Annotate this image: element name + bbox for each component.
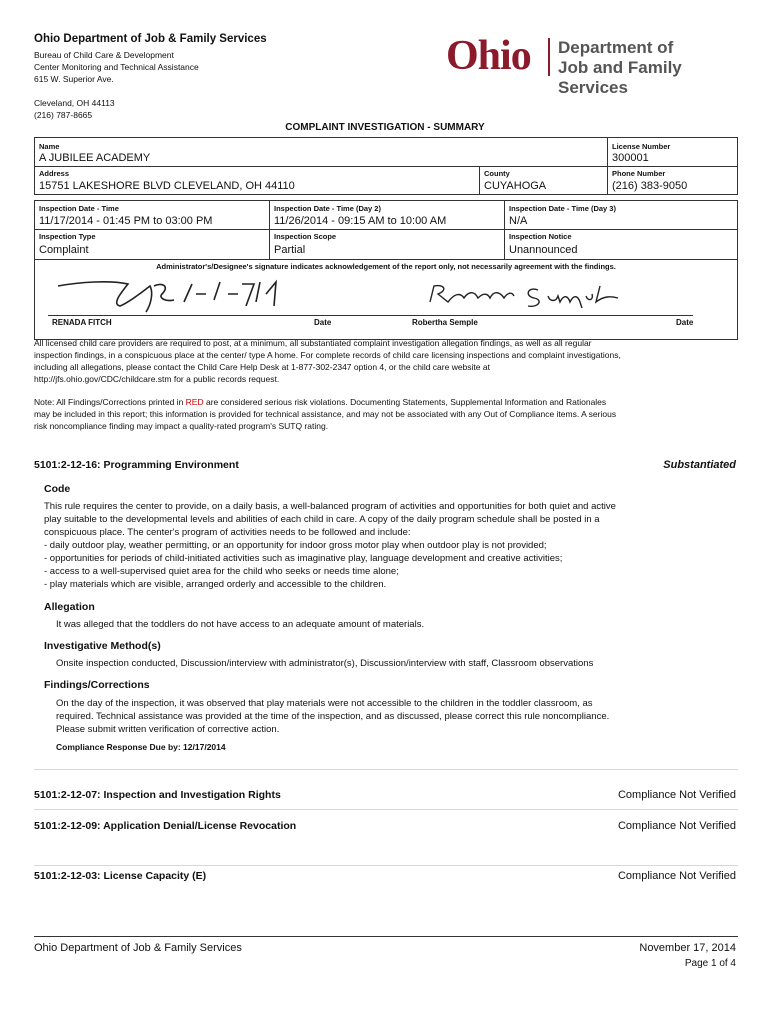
findings-line: required. Technical assistance was provided at the time of the inspection, and as discussed, please correct this rule noncompliance.: [56, 711, 610, 722]
license-number: 300001: [612, 152, 649, 164]
inspector-name: Robertha Semple: [412, 318, 478, 327]
code-line: - play materials which are visible, arranged orderly and accessible to the children.: [44, 579, 387, 590]
rule-status: Compliance Not Verified: [617, 820, 736, 832]
allegation-heading: Allegation: [44, 601, 95, 613]
phone-label: Phone Number: [612, 169, 666, 178]
facility-county: CUYAHOGA: [484, 180, 547, 192]
county-label: County: [484, 169, 510, 178]
section-separator: [34, 769, 738, 770]
logo-dept-line-1: Department of: [558, 38, 674, 57]
method-text: Onsite inspection conducted, Discussion/interview with administrator(s), Discussion/interview with staff, Classroom observations: [56, 658, 594, 669]
inspection-notice: Unannounced: [509, 244, 578, 256]
facility-address: 15751 LAKESHORE BLVD CLEVELAND, OH 44110: [39, 180, 295, 192]
admin-date-label: Date: [314, 318, 332, 327]
posting-requirement-notice: [34, 337, 738, 385]
phone-line: (216) 787-8665: [34, 110, 93, 120]
rule-title: 5101:2-12-07: Inspection and Investigation Rights: [34, 789, 281, 801]
footer-rule: [34, 936, 738, 937]
inspection-day2-label: Inspection Date - Time (Day 2): [274, 204, 381, 213]
code-text: [44, 500, 684, 591]
code-heading: Code: [44, 483, 71, 495]
facility-name: A JUBILEE ACADEMY: [39, 152, 151, 164]
rule-status: Compliance Not Verified: [617, 870, 736, 882]
grid-divider: [504, 201, 505, 259]
inspection-day2: 11/26/2014 - 09:15 AM to 10:00 AM: [274, 215, 447, 227]
notice-line: All licensed child care providers are required to post, at a minimum, all substantiated complaint investigation allegation findings, as well as all regular: [34, 338, 592, 348]
facility-phone: (216) 383-9050: [612, 180, 688, 192]
street-line: 615 W. Superior Ave.: [34, 74, 114, 84]
findings-text: [56, 697, 696, 736]
page-number: Page 1 of 4: [684, 958, 736, 969]
rule-title: 5101:2-12-16: Programming Environment: [34, 459, 239, 471]
grid-divider: [35, 259, 737, 260]
inspection-scope: Partial: [274, 244, 306, 256]
document-title: COMPLAINT INVESTIGATION - SUMMARY: [285, 122, 485, 133]
logo-ohio-word: Ohio: [446, 33, 531, 79]
note-line: [34, 396, 738, 408]
allegation-text: It was alleged that the toddlers do not have access to an adequate amount of materials.: [56, 619, 425, 630]
grid-divider: [269, 201, 270, 259]
license-label: License Number: [612, 142, 671, 151]
inspection-notice-label: Inspection Notice: [509, 232, 572, 241]
code-line: play suitable to the developmental levels and abilities of each child in care. A copy of the daily program schedule shall be posted in a: [44, 514, 600, 525]
grid-divider: [35, 166, 737, 167]
signature-disclaimer: Administrator's/Designee's signature indicates acknowledgement of the report only, not necessarily agreement with the findings.: [156, 262, 616, 271]
note-line: risk noncompliance finding may impact a quality-rated program's SUTQ rating.: [34, 421, 329, 431]
rule-status: Substantiated: [663, 459, 736, 471]
inspection-type: Complaint: [39, 244, 89, 256]
address-label: Address: [39, 169, 70, 178]
rule-title: 5101:2-12-03: License Capacity (E): [34, 870, 207, 882]
rule-status: Compliance Not Verified: [617, 789, 736, 801]
city-line: Cleveland, OH 44113: [34, 98, 115, 108]
findings-heading: Findings/Corrections: [44, 679, 150, 691]
bureau-line: Bureau of Child Care & Development: [34, 50, 174, 60]
findings-line: Please submit written verification of corrective action.: [56, 724, 280, 735]
note-line: may be included in this report; this information is provided for technical assistance, and may not be associated with any Out of Compliance items. A serious: [34, 409, 617, 419]
logo-dept-line-2: Job and Family Services: [558, 58, 682, 97]
compliance-due-date: Compliance Response Due by: 12/17/2014: [56, 742, 226, 752]
footer-agency: Ohio Department of Job & Family Services: [34, 942, 242, 954]
serious-risk-note: [34, 396, 738, 432]
findings-line: On the day of the inspection, it was observed that play materials were not accessible to the children in the toddler classroom, as: [56, 698, 593, 709]
inspection-type-label: Inspection Type: [39, 232, 96, 241]
inspection-date-label: Inspection Date - Time: [39, 204, 119, 213]
odjfs-logo: [446, 33, 746, 97]
name-label: Name: [39, 142, 60, 151]
inspection-scope-label: Inspection Scope: [274, 232, 337, 241]
section-separator: [34, 809, 738, 810]
inspection-day3: N/A: [509, 215, 528, 227]
note-text: Note: All Findings/Corrections printed in: [34, 397, 186, 407]
administrator-name: RENADA FITCH: [52, 318, 112, 327]
notice-line: including all allegations, please contact the Child Care Help Desk at 1-877-302-2347 option 4, or the child care website at: [34, 362, 490, 372]
method-heading: Investigative Method(s): [44, 640, 161, 652]
footer-date: November 17, 2014: [639, 942, 736, 954]
notice-line: http://jfs.ohio.gov/CDC/childcare.stm for a public records request.: [34, 374, 280, 384]
code-line: conspicuous place. The center's program of activities needs to be followed and include:: [44, 527, 411, 538]
code-line: - access to a well-supervised quiet area for the child who seeks or needs time alone;: [44, 566, 399, 577]
note-text: are considered serious risk violations. Documenting Statements, Supplemental Information and Rationales: [203, 397, 607, 407]
rule-title: 5101:2-12-09: Application Denial/License Revocation: [34, 820, 297, 832]
inspector-date-label: Date: [676, 318, 694, 327]
section-separator: [34, 865, 738, 866]
administrator-signature-image: [50, 272, 300, 316]
grid-divider: [35, 229, 737, 230]
inspector-signature-image: [420, 278, 640, 312]
red-keyword: RED: [185, 397, 204, 407]
code-line: - opportunities for periods of child-initiated activities such as imaginative play, language development and creative activities;: [44, 553, 563, 564]
inspection-date: 11/17/2014 - 01:45 PM to 03:00 PM: [39, 215, 213, 227]
agency-title: Ohio Department of Job & Family Services: [34, 33, 267, 45]
code-line: This rule requires the center to provide, on a daily basis, a well-balanced program of activities and opportunities for both quiet and active: [44, 501, 616, 512]
grid-divider: [479, 166, 480, 195]
facility-info-table: [34, 137, 738, 195]
notice-line: inspection findings, in a conspicuous place at the center/ type A home. For complete records of child care licensing inspections and complaint investigations,: [34, 350, 621, 360]
logo-department: [558, 38, 746, 98]
inspection-day3-label: Inspection Date - Time (Day 3): [509, 204, 616, 213]
signature-line: [48, 315, 693, 316]
code-line: - daily outdoor play, weather permitting, or an opportunity for indoor gross motor play when outdoor play is not provided;: [44, 540, 547, 551]
logo-divider: [548, 38, 550, 76]
division-line: Center Monitoring and Technical Assistance: [34, 62, 199, 72]
